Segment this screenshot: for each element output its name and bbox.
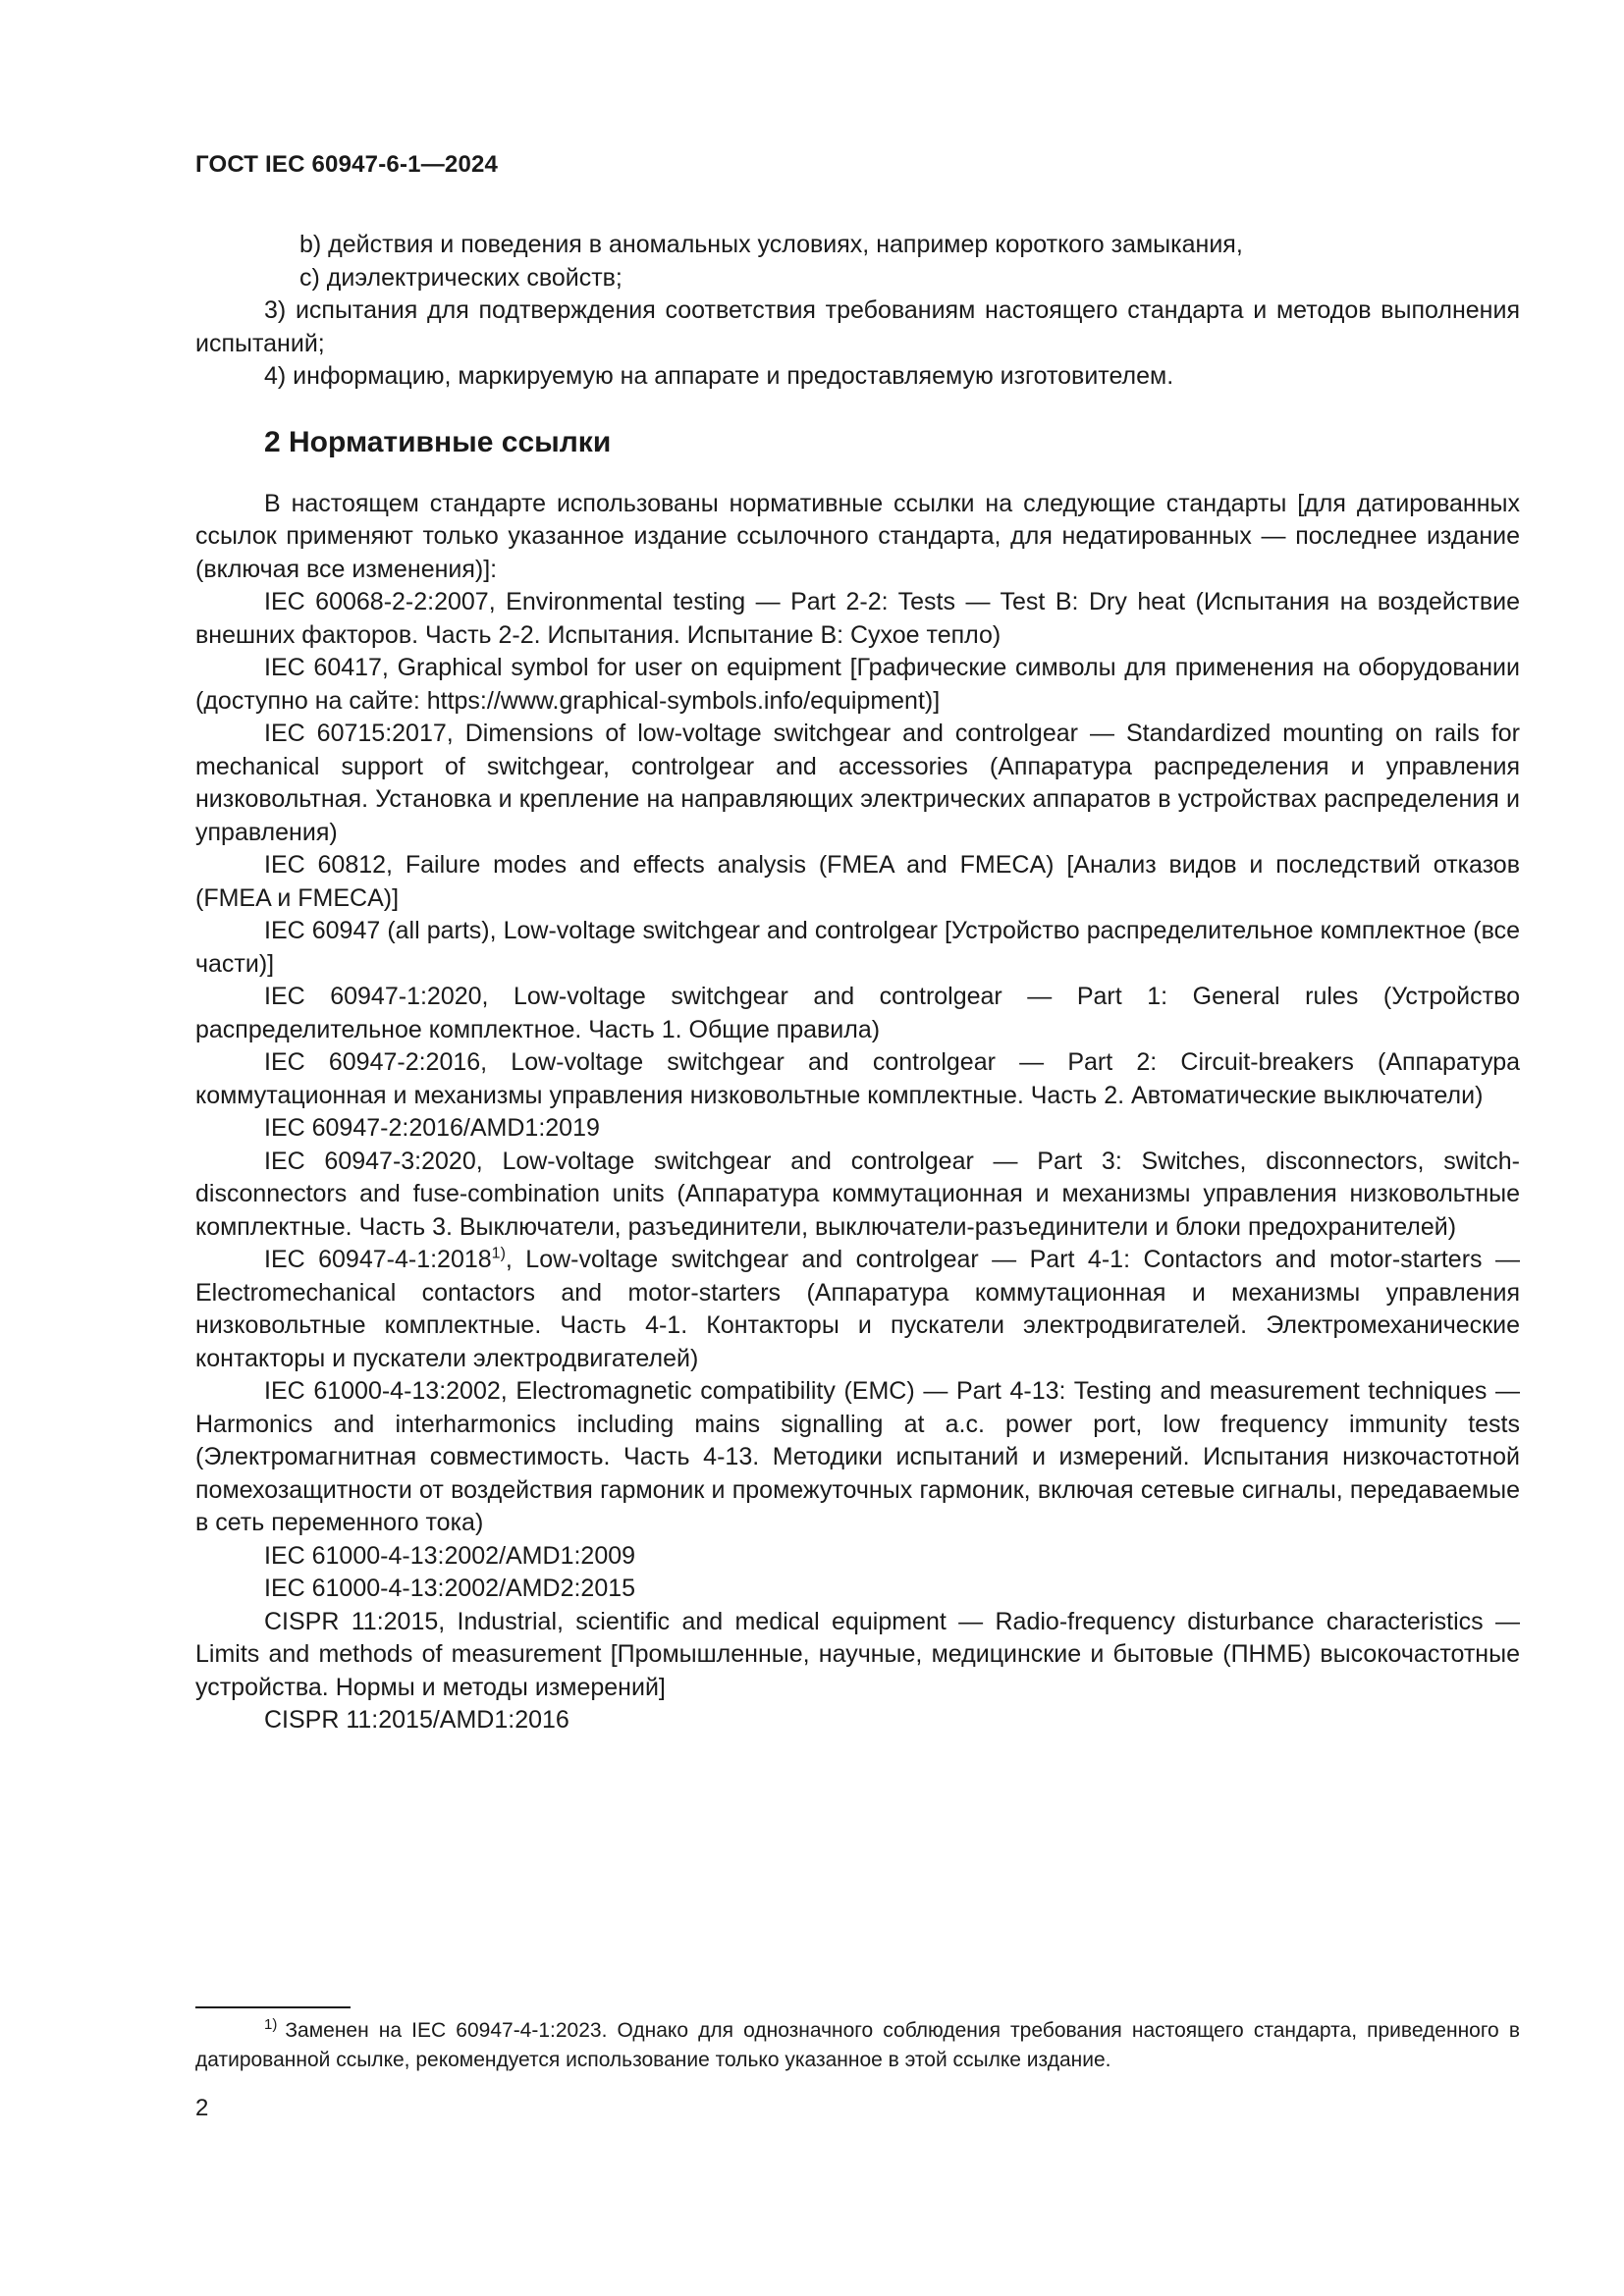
footnote — [195, 2016, 1520, 2075]
reference-item: IEC 60715:2017, Dimensions of low-voltage switchgear and controlgear — Standardized mounting on rails for mechanical support of switchgear, controlgear and accessories (Аппаратура распределения и управления низковольтная. Установка и крепление на направляющих электрических аппаратов в устройствах распределения и управления) — [195, 720, 1520, 846]
section-title: 2 Нормативные ссылки — [264, 425, 612, 458]
reference-code: IEC 60947-4-1:2018 — [264, 1246, 492, 1273]
reference-item: IEC 61000-4-13:2002/AMD2:2015 — [264, 1575, 636, 1602]
footnote-reference[interactable]: 1) — [491, 1245, 506, 1262]
reference-item: IEC 60068-2-2:2007, Environmental testing — Part 2-2: Tests — Test B: Dry heat (Испытания на воздействие внешних факторов. Часть 2-2. Испытания. Испытание В: Сухое тепло) — [195, 588, 1520, 649]
list-item-4: 4) информацию, маркируемую на аппарате и предоставляемую изготовителем. — [264, 362, 1174, 390]
reference-item: IEC 61000-4-13:2002/AMD1:2009 — [264, 1541, 636, 1570]
reference-item: IEC 61000-4-13:2002, Electromagnetic compatibility (EMC) — Part 4-13: Testing and measurement techniques — Harmonics and interharmonics including mains signalling at a.c. power port, low frequency immunity tests (Электромагнитная совместимость. Часть 4-13. Методики испытаний и измерений. Испытания низкочастотной помехозащитности от воздействия гармоник и промежуточных гармоник, включая сетевые сигналы, передаваемые в сеть переменного тока) — [195, 1377, 1520, 1536]
reference-item-footnoted — [195, 1244, 1520, 1375]
page-body — [195, 229, 1520, 1737]
reference-item: CISPR 11:2015/AMD1:2016 — [264, 1706, 569, 1734]
page-number: 2 — [195, 2095, 209, 2121]
list-item-3: 3) испытания для подтверждения соответствия требованиям настоящего стандарта и методов выполнения испытаний; — [195, 296, 1520, 357]
section-intro: В настоящем стандарте использованы нормативные ссылки на следующие стандарты [для датированных ссылок применяют только указанное издание ссылочного стандарта, для недатированных — последнее издание (включая все изменения)]: — [195, 489, 1520, 583]
reference-item: CISPR 11:2015, Industrial, scientific and medical equipment — Radio-frequency disturbance characteristics — Limits and methods of measurement [Промышленные, научные, медицинские и бытовые (ПНМБ) высокочастотные устройства. Нормы и методы измерений] — [195, 1607, 1520, 1701]
reference-title: , Low-voltage switchgear and controlgear — Part 4-1: Contactors and motor-starters — Electromechanical contactors and motor-starters (Аппаратура коммутационная и механизмы управления низковольтные комплектные. Часть 4-1. Контакторы и пускатели электродвигателей. Электромеханические контакторы и пускатели электродвигателей) — [195, 1246, 1520, 1372]
reference-item: IEC 60947-2:2016/AMD1:2019 — [264, 1114, 600, 1142]
footnote-text: Заменен на IEC 60947-4-1:2023. Однако для однозначного соблюдения требования настоящего стандарта, приведенного в датированной ссылке, рекомендуется использование только указанное в этой ссылке издание. — [195, 2019, 1520, 2071]
reference-item: IEC 60417, Graphical symbol for user on equipment [Графические символы для применения на оборудовании (доступно на сайте: https://www.graphical-symbols.info/equipment)] — [195, 654, 1520, 715]
document-header: ГОСТ IEC 60947-6-1—2024 — [195, 151, 499, 178]
list-item-b: b) действия и поведения в аномальных условиях, например короткого замыкания, — [299, 231, 1243, 258]
list-item-c: c) диэлектрических свойств; — [299, 263, 623, 292]
reference-item: IEC 60947-1:2020, Low-voltage switchgear and controlgear — Part 1: General rules (Устройство распределительное комплектное. Часть 1. Общие правила) — [195, 983, 1520, 1043]
reference-item: IEC 60947-3:2020, Low-voltage switchgear and controlgear — Part 3: Switches, disconnectors, switch-disconnectors and fuse-combination units (Аппаратура коммутационная и механизмы управления низковольтные комплектные. Часть 3. Выключатели, разъединители, выключатели-разъединители и блоки предохранителей) — [195, 1147, 1520, 1241]
reference-item: IEC 60947 (all parts), Low-voltage switchgear and controlgear [Устройство распределительное комплектное (все части)] — [195, 917, 1520, 978]
reference-item: IEC 60947-2:2016, Low-voltage switchgear and controlgear — Part 2: Circuit-breakers (Аппаратура коммутационная и механизмы управления низковольтные комплектные. Часть 2. Автоматические выключатели) — [195, 1048, 1520, 1109]
reference-item: IEC 60812, Failure modes and effects analysis (FMEA and FMECA) [Анализ видов и последствий отказов (FMEA и FMECA)] — [195, 851, 1520, 912]
footnote-separator — [195, 2006, 351, 2008]
footnote-mark: 1) — [264, 2016, 278, 2033]
